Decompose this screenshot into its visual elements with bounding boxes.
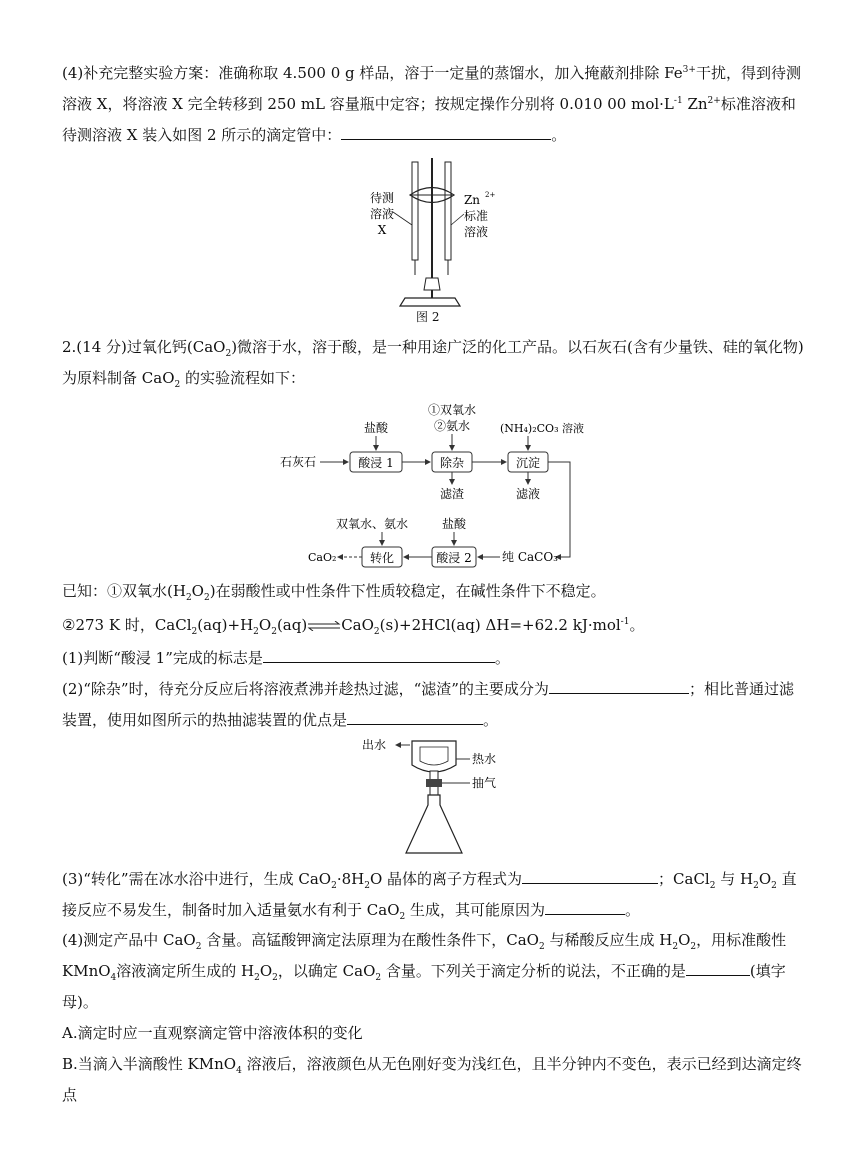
sub-question-2: (2)“除杂”时，待充分反应后将溶液煮沸并趁热过滤，“滤渣”的主要成分为 ；相比普通过滤装置，使用如图所示的热抽滤装置的优点是 。: [62, 674, 806, 736]
flow-end: CaO₂: [308, 551, 337, 564]
right-label-2: 标准: [463, 209, 489, 223]
answer-blank[interactable]: [686, 959, 750, 976]
burette-stand-diagram: [360, 150, 500, 310]
sub-question-1: (1)判断“酸浸 1”完成的标志是 。: [62, 643, 806, 674]
suction-label: 抽气: [472, 776, 497, 790]
answer-blank[interactable]: [263, 646, 495, 663]
answer-blank[interactable]: [549, 677, 689, 694]
question-1-part-4: (4)补充完整实验方案：准确称取 4.500 0 g 样品，溶于一定量的蒸馏水，加入掩蔽剂排除 $Fe^{3+}$干扰，得到待测溶液 X，将溶液 X 完全转移到 250 mL 容量瓶中定容；按规定操作分别将 0.010 00 $mol\cdot L^{-1}$ $Zn^{2+}$标准溶液和待测溶液 X 装入如图 2 所示的滴定管中： 。: [62, 64, 801, 144]
filtration-apparatus-diagram: [360, 735, 500, 860]
flow-pure-caco3: 纯 CaCO₃: [502, 550, 558, 564]
right-label-sup: 2+: [485, 191, 496, 199]
option-b[interactable]: B.当滴入半滴酸性 KMnO$_4$ 溶液后，溶液颜色从无色刚好变为浅红色，且半分钟内不变色，表示已经到达滴定终点: [62, 1055, 802, 1104]
flow-box-3-filtrate: 滤液: [515, 487, 541, 501]
flow-box-1-reagent: 盐酸: [363, 421, 389, 435]
hot-suction-filtration-figure: [360, 735, 500, 860]
figure-2-titration-setup: [360, 150, 500, 330]
hot-water-label: 热水: [472, 752, 497, 766]
flow-box-4: 酸浸 2: [436, 551, 472, 565]
known-info-2: ②273 K 时，$CaCl_2(aq)+H_2O_2(aq)$ CaO$_2$(s)+2HCl(aq) ΔH=+62.2 kJ·mol$^{-1}$。: [62, 616, 645, 637]
flow-svg: [280, 400, 600, 570]
flow-box-3: 沉淀: [515, 456, 541, 470]
flow-box-2-reagent-2: ②氨水: [433, 419, 471, 433]
right-label-3: 溶液: [463, 225, 489, 239]
answer-blank[interactable]: [545, 898, 625, 915]
flow-box-2-residue: 滤渣: [439, 487, 465, 501]
flow-box-1: 酸浸 1: [358, 456, 394, 470]
equilibrium-arrow-icon: [307, 621, 341, 631]
flow-box-2: 除杂: [439, 456, 465, 470]
flow-box-4-reagent: 盐酸: [441, 517, 467, 531]
flow-start: 石灰石: [280, 455, 317, 469]
question-2-intro: 2.(14 分)过氧化钙(CaO$_2$)微溶于水，溶于酸，是一种用途广泛的化工产品。以石灰石(含有少量铁、硅的氧化物)为原料制备 CaO$_2$ 的实验流程如下：: [62, 338, 804, 390]
answer-blank[interactable]: [347, 708, 483, 725]
answer-blank[interactable]: [522, 867, 658, 884]
flow-box-2-reagent-1: ①双氧水: [427, 403, 477, 417]
option-a[interactable]: A.滴定时应一直观察滴定管中溶液体积的变化: [62, 1024, 363, 1042]
flow-box-3-reagent: (NH₄)₂CO₃ 溶液: [500, 422, 584, 435]
figure-caption: 图 2: [416, 310, 440, 324]
flow-box-5: 转化: [369, 551, 395, 565]
left-label-2: 溶液: [369, 207, 395, 221]
answer-blank[interactable]: [341, 123, 551, 140]
left-label-3: X: [377, 223, 387, 237]
process-flow-diagram: [280, 400, 600, 570]
right-label-1: Zn: [463, 193, 481, 207]
left-label-1: 待测: [369, 191, 395, 205]
sub-question-4: (4)测定产品中 CaO$_2$ 含量。高锰酸钾滴定法原理为在酸性条件下，CaO$_2$ 与稀酸反应生成 $H_2O_2$，用标准酸性 KMnO$_4$溶液滴定所生成的 $H_2O_2$，以确定 CaO$_2$ 含量。下列关于滴定分析的说法，不正确的是 (填字母)。: [62, 931, 787, 1011]
out-water-label: 出水: [362, 738, 387, 752]
flow-box-5-reagent: 双氧水、氨水: [335, 517, 409, 531]
sub-question-3: (3)“转化”需在冰水浴中进行，生成 $CaO_2\cdot 8H_2O$ 晶体的离子方程式为 ；CaCl$_2$ 与 $H_2O_2$ 直接反应不易发生，制备时加入适量氨水有利于 CaO$_2$ 生成，其可能原因为 。: [62, 864, 806, 926]
known-info-1: 已知：①双氧水$(H_2O_2)$在弱酸性或中性条件下性质较稳定，在碱性条件下不稳定。: [62, 582, 606, 603]
